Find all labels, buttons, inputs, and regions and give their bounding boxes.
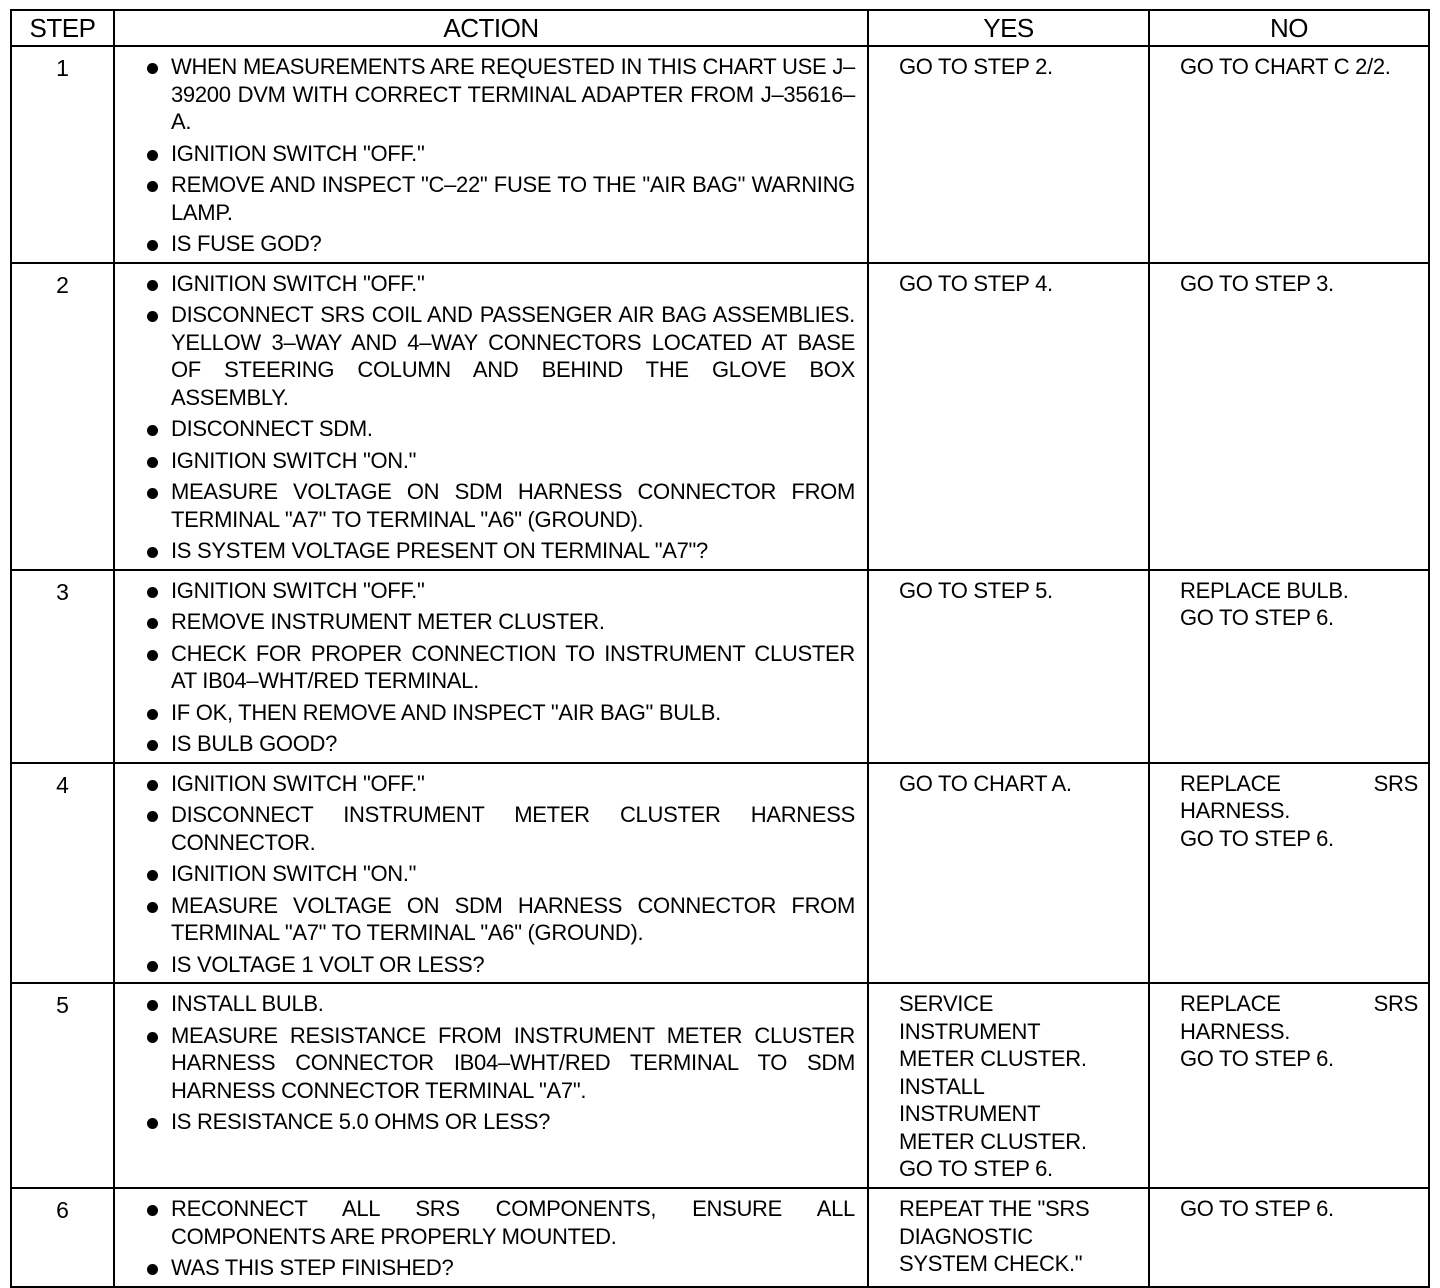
action-item [145, 699, 855, 727]
bullet-icon [147, 870, 158, 881]
action-item [145, 608, 855, 636]
action-text: MEASURE VOLTAGE ON SDM HARNESS CONNECTOR FROM TERMINAL "A7" TO TERMINAL "A6" (GROUND). [171, 479, 855, 532]
no-text: GO TO STEP 3. [1180, 270, 1334, 296]
action-item [145, 1108, 855, 1136]
yes-cell [868, 1188, 1149, 1287]
action-text: IGNITION SWITCH "OFF." [171, 770, 425, 796]
step-number: 1 [11, 46, 114, 263]
no-cell [1149, 46, 1429, 263]
action-item [145, 140, 855, 168]
action-item [145, 730, 855, 758]
bullet-icon [147, 587, 158, 598]
yes-cell [868, 46, 1149, 263]
action-list [145, 1195, 855, 1282]
action-text: DISCONNECT INSTRUMENT METER CLUSTER HARNESS CONNECTOR. [171, 802, 855, 855]
action-text: IS VOLTAGE 1 VOLT OR LESS? [171, 951, 485, 977]
action-text: DISCONNECT SRS COIL AND PASSENGER AIR BAG ASSEMBLIES. YELLOW 3–WAY AND 4–WAY CONNECTORS LOCATED AT BASE OF STEERING COLUMN AND BEHIND THE GLOVE BOX ASSEMBLY. [171, 302, 855, 410]
table-row [11, 983, 1429, 1188]
action-list [145, 53, 855, 258]
action-item [145, 1195, 855, 1250]
action-text: WAS THIS STEP FINISHED? [171, 1255, 454, 1280]
action-text: CHECK FOR PROPER CONNECTION TO INSTRUMENT CLUSTER AT IB04–WHT/RED TERMINAL. [171, 640, 855, 693]
action-cell [114, 263, 868, 570]
action-text: RECONNECT ALL SRS COMPONENTS, ENSURE ALL COMPONENTS ARE PROPERLY MOUNTED. [171, 1196, 855, 1249]
no-cell [1149, 1188, 1429, 1287]
bullet-icon [147, 1264, 158, 1275]
action-item [145, 951, 855, 979]
action-text: WHEN MEASUREMENTS ARE REQUESTED IN THIS CHART USE J–39200 DVM WITH CORRECT TERMINAL ADAPTER FROM J–35616–A. [171, 54, 855, 134]
action-item [145, 1254, 855, 1282]
step-number: 3 [11, 570, 114, 763]
bullet-icon [147, 547, 158, 558]
action-cell [114, 1188, 868, 1287]
no-cell [1149, 570, 1429, 763]
no-text: GO TO CHART C 2/2. [1180, 54, 1391, 79]
no-text: GO TO STEP 6. [1180, 1196, 1334, 1221]
bullet-icon [147, 311, 158, 322]
action-list [145, 270, 855, 565]
action-item [145, 53, 855, 136]
action-list [145, 990, 855, 1136]
bullet-icon [147, 650, 158, 661]
action-item [145, 860, 855, 888]
action-list [145, 577, 855, 758]
yes-text: REPEAT THE "SRS DIAGNOSTIC SYSTEM CHECK." [899, 1196, 1090, 1276]
action-text: IS FUSE GOD? [171, 231, 322, 256]
yes-text: GO TO STEP 4. [899, 270, 1053, 296]
table-row [11, 1188, 1429, 1287]
no-text: REPLACE BULB. GO TO STEP 6. [1180, 577, 1349, 630]
action-cell [114, 763, 868, 984]
action-item [145, 270, 855, 298]
bullet-icon [147, 1118, 158, 1129]
bullet-icon [147, 618, 158, 629]
action-text: IS BULB GOOD? [171, 731, 338, 756]
bullet-icon [147, 457, 158, 468]
no-cell [1149, 763, 1429, 984]
no-text: REPLACE SRS HARNESS. GO TO STEP 6. [1180, 770, 1418, 851]
yes-text: GO TO CHART A. [899, 770, 1072, 796]
action-item [145, 415, 855, 443]
action-item [145, 537, 855, 565]
no-text: REPLACE SRS HARNESS. GO TO STEP 6. [1180, 991, 1418, 1071]
action-item [145, 990, 855, 1018]
bullet-icon [147, 240, 158, 251]
action-text: IGNITION SWITCH "ON." [171, 447, 417, 473]
action-text: MEASURE VOLTAGE ON SDM HARNESS CONNECTOR FROM TERMINAL "A7" TO TERMINAL "A6" (GROUND). [171, 892, 855, 945]
bullet-icon [147, 488, 158, 499]
no-cell [1149, 263, 1429, 570]
action-text: REMOVE INSTRUMENT METER CLUSTER. [171, 609, 605, 634]
action-text: IS RESISTANCE 5.0 OHMS OR LESS? [171, 1109, 551, 1134]
action-text: IGNITION SWITCH "ON." [171, 861, 417, 886]
bullet-icon [147, 63, 158, 74]
action-text: IGNITION SWITCH "OFF." [171, 270, 425, 296]
yes-cell [868, 570, 1149, 763]
action-text: REMOVE AND INSPECT "C–22" FUSE TO THE "AIR BAG" WARNING LAMP. [171, 172, 855, 225]
action-text: IGNITION SWITCH "OFF." [171, 140, 425, 166]
header-row [11, 10, 1429, 46]
action-item [145, 577, 855, 605]
step-number: 5 [11, 983, 114, 1188]
action-item [145, 640, 855, 695]
bullet-icon [147, 1205, 158, 1216]
header-yes: YES [868, 10, 1149, 46]
action-item [145, 801, 855, 856]
bullet-icon [147, 780, 158, 791]
bullet-icon [147, 811, 158, 822]
action-text: IS SYSTEM VOLTAGE PRESENT ON TERMINAL "A7"? [171, 538, 708, 563]
bullet-icon [147, 1000, 158, 1011]
yes-text: GO TO STEP 2. [899, 54, 1053, 79]
bullet-icon [147, 709, 158, 720]
diagnostic-table [10, 9, 1430, 1288]
action-item [145, 892, 855, 947]
header-no: NO [1149, 10, 1429, 46]
action-text: IF OK, THEN REMOVE AND INSPECT "AIR BAG" BULB. [171, 699, 721, 725]
table-row [11, 763, 1429, 984]
action-text: IGNITION SWITCH "OFF." [171, 577, 425, 603]
bullet-icon [147, 150, 158, 161]
action-list [145, 770, 855, 979]
action-item [145, 1022, 855, 1105]
yes-cell [868, 263, 1149, 570]
action-text: DISCONNECT SDM. [171, 416, 373, 441]
bullet-icon [147, 1032, 158, 1043]
bullet-icon [147, 280, 158, 291]
bullet-icon [147, 425, 158, 436]
action-cell [114, 570, 868, 763]
yes-cell [868, 983, 1149, 1188]
no-cell [1149, 983, 1429, 1188]
action-cell [114, 983, 868, 1188]
step-number: 2 [11, 263, 114, 570]
table-row [11, 263, 1429, 570]
action-text: INSTALL BULB. [171, 991, 324, 1016]
bullet-icon [147, 902, 158, 913]
bullet-icon [147, 740, 158, 751]
table-row [11, 570, 1429, 763]
action-item [145, 301, 855, 411]
action-item [145, 447, 855, 475]
action-item [145, 171, 855, 226]
yes-text: GO TO STEP 5. [899, 577, 1053, 603]
action-item [145, 230, 855, 258]
header-step: STEP [11, 10, 114, 46]
action-item [145, 770, 855, 798]
bullet-icon [147, 961, 158, 972]
step-number: 6 [11, 1188, 114, 1287]
yes-text: SERVICE INSTRUMENT METER CLUSTER. INSTALL INSTRUMENT METER CLUSTER. GO TO STEP 6. [899, 991, 1087, 1181]
table-row [11, 46, 1429, 263]
step-number: 4 [11, 763, 114, 984]
bullet-icon [147, 181, 158, 192]
action-text: MEASURE RESISTANCE FROM INSTRUMENT METER CLUSTER HARNESS CONNECTOR IB04–WHT/RED TERMINAL TO SDM HARNESS CONNECTOR TERMINAL "A7". [171, 1022, 855, 1103]
header-action: ACTION [114, 10, 868, 46]
yes-cell [868, 763, 1149, 984]
action-item [145, 478, 855, 533]
action-cell [114, 46, 868, 263]
